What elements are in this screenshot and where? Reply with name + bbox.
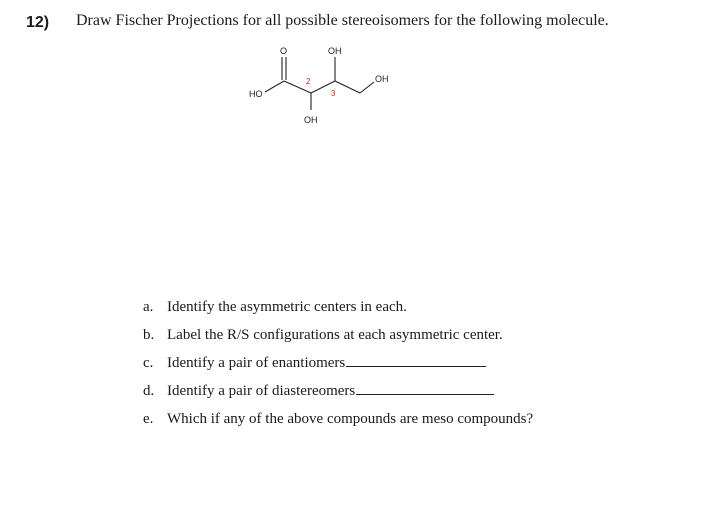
- subquestion-letter: e.: [143, 411, 154, 427]
- question-prompt: Draw Fischer Projections for all possible stereoisomers for the following molecule.: [76, 12, 609, 29]
- answer-blank-diastereomers[interactable]: [356, 393, 494, 395]
- locant-2: 2: [306, 77, 311, 86]
- subquestion-text: Identify a pair of enantiomers: [167, 355, 346, 371]
- molecule-bonds: [265, 57, 374, 110]
- subquestion-letter: a.: [143, 299, 154, 315]
- subquestion-text: Identify a pair of diastereomers: [167, 383, 356, 399]
- subquestion-text: Label the R/S configurations at each asymmetric center.: [167, 327, 503, 343]
- atom-oh-c4: OH: [375, 74, 389, 84]
- bond-c4-oh: [360, 82, 374, 93]
- subquestion-d: [143, 383, 494, 400]
- locant-3: 3: [331, 89, 336, 98]
- bond-ho-c1: [265, 81, 284, 92]
- subquestion-a: [143, 299, 407, 316]
- molecule-structure: [0, 0, 718, 140]
- subquestion-text: Identify the asymmetric centers in each.: [167, 299, 407, 315]
- subquestion-b: [143, 327, 503, 344]
- bond-c3-c4: [335, 81, 360, 93]
- subquestion-c: [143, 355, 486, 372]
- subquestion-e: [143, 411, 533, 428]
- atom-o-carbonyl: O: [280, 46, 288, 56]
- atom-oh-c2: OH: [304, 115, 318, 125]
- subquestion-letter: c.: [143, 355, 154, 371]
- question-number: 12): [26, 14, 50, 31]
- atom-oh-c3: OH: [328, 46, 342, 56]
- subquestion-text: Which if any of the above compounds are meso compounds?: [167, 411, 534, 427]
- atom-ho-acid: HO: [249, 89, 263, 99]
- answer-blank-enantiomers[interactable]: [346, 365, 486, 367]
- subquestion-letter: b.: [143, 327, 155, 343]
- subquestion-letter: d.: [143, 383, 155, 399]
